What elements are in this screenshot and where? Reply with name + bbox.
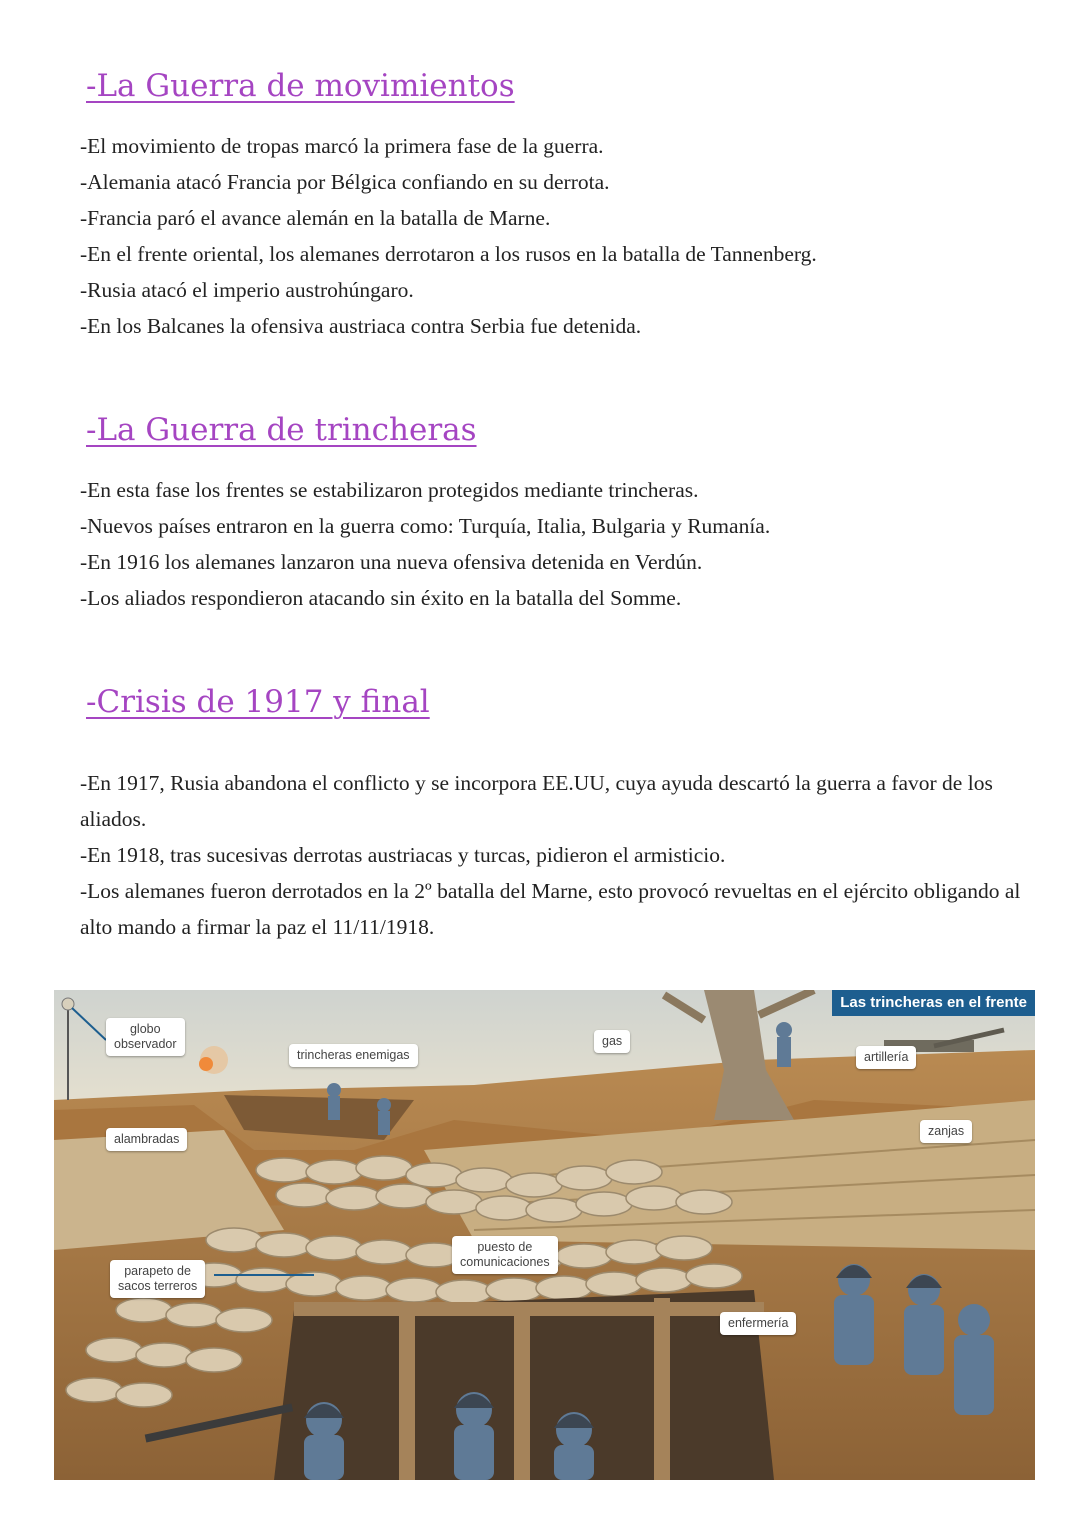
label-parapeto-sacos: parapeto de sacos terreros [110,1260,205,1298]
paragraph: -En los Balcanes la ofensiva austriaca contra Serbia fue detenida. [80,314,642,338]
heading-guerra-movimientos: -La Guerra de movimientos [86,68,515,104]
illustration-title: Las trincheras en el frente [832,990,1035,1016]
heading-crisis-1917: -Crisis de 1917 y final [86,684,430,720]
paragraph: -En 1917, Rusia abandona el conflicto y se incorpora EE.UU, cuya ayuda descartó la guerra a favor de los aliados. [80,771,993,831]
paragraph: -Francia paró el avance alemán en la batalla de Marne. [80,206,551,230]
paragraph: -En el frente oriental, los alemanes derrotaron a los rusos en la batalla de Tannenberg. [80,242,817,266]
label-globo-observador: globo observador [106,1018,185,1056]
paragraph: -En esta fase los frentes se estabilizaron protegidos mediante trincheras. [80,478,699,502]
section-guerra-movimientos-body [80,128,1025,344]
label-gas: gas [594,1030,630,1053]
paragraph: -En 1918, tras sucesivas derrotas austriacas y turcas, pidieron el armisticio. [80,843,726,867]
explosion-core [199,1057,213,1071]
trench-illustration [54,990,1035,1480]
paragraph: -Los aliados respondieron atacando sin éxito en la batalla del Somme. [80,586,682,610]
label-alambradas: alambradas [106,1128,187,1151]
paragraph: -El movimiento de tropas marcó la primera fase de la guerra. [80,134,604,158]
section-crisis-1917-body [80,765,1025,945]
paragraph: -Los alemanes fueron derrotados en la 2º batalla del Marne, esto provocó revueltas en el ejército obligando al alto mando a firmar la paz el 11/11/1918. [80,879,1021,939]
label-trincheras-enemigas: trincheras enemigas [289,1044,418,1067]
section-guerra-trincheras-body [80,472,1025,616]
label-artilleria: artillería [856,1046,916,1069]
label-zanjas: zanjas [920,1120,972,1143]
paragraph: -En 1916 los alemanes lanzaron una nueva ofensiva detenida en Verdún. [80,550,703,574]
heading-guerra-trincheras: -La Guerra de trincheras [86,412,477,448]
label-enfermeria: enfermería [720,1312,796,1335]
paragraph: -Alemania atacó Francia por Bélgica confiando en su derrota. [80,170,610,194]
label-puesto-comunicaciones: puesto de comunicaciones [452,1236,558,1274]
paragraph: -Nuevos países entraron en la guerra como: Turquía, Italia, Bulgaria y Rumanía. [80,514,771,538]
paragraph: -Rusia atacó el imperio austrohúngaro. [80,278,414,302]
